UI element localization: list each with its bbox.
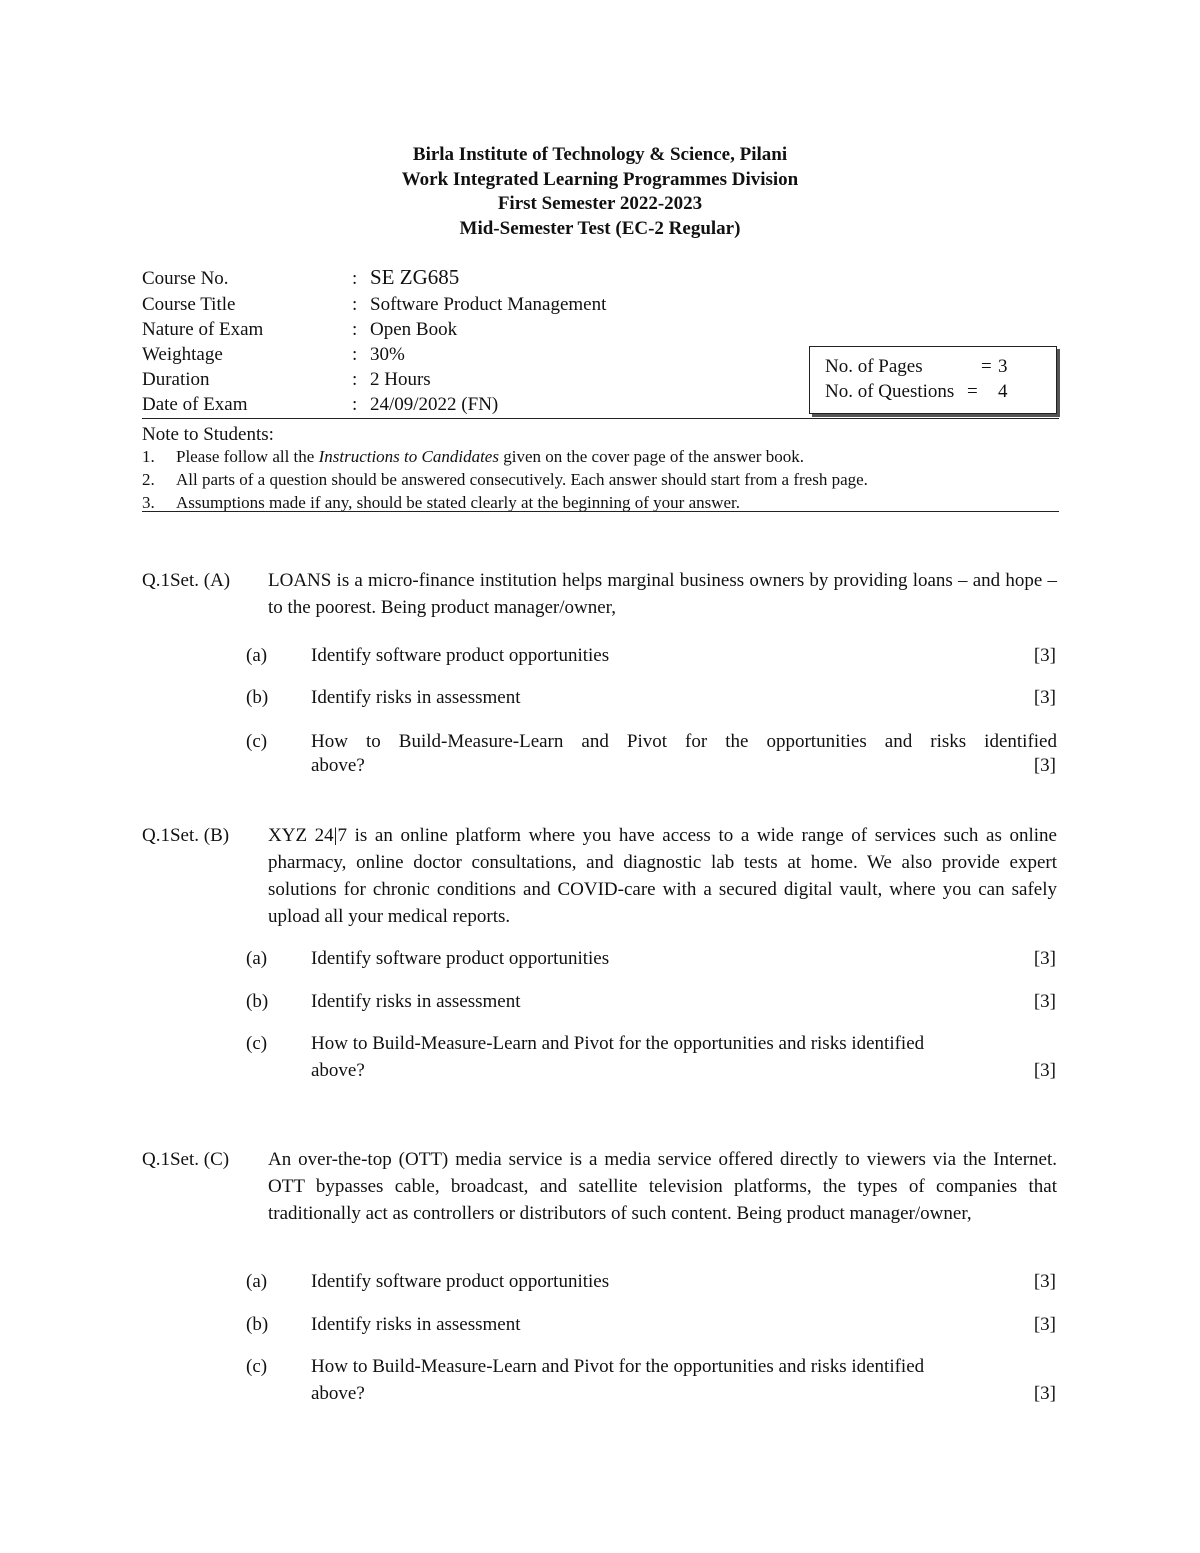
info-value: Software Product Management xyxy=(370,294,607,315)
sub-text: Identify software product opportunities xyxy=(311,645,610,666)
sub-text: Identify risks in assessment xyxy=(311,687,521,708)
pages-label: No. of Pages xyxy=(825,356,923,377)
info-colon: : xyxy=(352,268,358,289)
marks: [3] xyxy=(1033,755,1056,776)
sub-text: Identify risks in assessment xyxy=(311,991,521,1012)
questions-label: No. of Questions xyxy=(825,381,955,402)
note-text-post: given on the cover page of the answer book. xyxy=(498,447,804,466)
equals-sign: = xyxy=(967,381,978,402)
sub-text-continued: above? xyxy=(311,1383,365,1404)
info-value: 30% xyxy=(370,344,405,365)
note-text: Assumptions made if any, should be stated clearly at the beginning of your answer. xyxy=(176,493,741,512)
info-label: Duration xyxy=(142,369,210,390)
note-text-pre: Please follow all the xyxy=(176,447,319,466)
question-label: Q.1Set. (C) xyxy=(142,1149,230,1170)
pages-box xyxy=(809,346,1057,414)
marks: [3] xyxy=(1033,1314,1056,1335)
sub-text: How to Build-Measure-Learn and Pivot for the opportunities and risks identified xyxy=(311,1033,925,1054)
info-colon: : xyxy=(352,344,358,365)
note-number: 1. xyxy=(142,447,155,466)
pages-value: 3 xyxy=(998,356,1008,377)
marks: [3] xyxy=(1033,687,1056,708)
question-text: LOANS is a micro-finance institution helps marginal business owners by providing loans – and hope – to the poorest. Being product manager/owner, xyxy=(268,570,1057,618)
info-colon: : xyxy=(352,394,358,415)
info-colon: : xyxy=(352,319,358,340)
note-text-emphasis: Instructions to Candidates xyxy=(318,447,499,466)
test-title: Mid-Semester Test (EC-2 Regular) xyxy=(459,218,741,239)
note-text: All parts of a question should be answered consecutively. Each answer should start from a fresh page. xyxy=(176,470,868,489)
info-value: Open Book xyxy=(370,319,458,340)
sub-text: How to Build-Measure-Learn and Pivot for the opportunities and risks identified xyxy=(311,731,1057,752)
division-name: Work Integrated Learning Programmes Division xyxy=(401,169,799,190)
sub-text-continued: above? xyxy=(311,1060,365,1081)
marks: [3] xyxy=(1033,991,1056,1012)
info-label: Course Title xyxy=(142,294,236,315)
marks: [3] xyxy=(1033,948,1056,969)
marks: [3] xyxy=(1033,1271,1056,1292)
marks: [3] xyxy=(1033,645,1056,666)
sub-letter: (b) xyxy=(246,1314,269,1335)
info-colon: : xyxy=(352,294,358,315)
info-label: Course No. xyxy=(142,268,229,289)
sub-letter: (c) xyxy=(246,731,268,752)
institute-name: Birla Institute of Technology & Science, Pilani xyxy=(412,144,788,165)
info-value: 2 Hours xyxy=(370,369,431,390)
marks: [3] xyxy=(1033,1383,1056,1404)
divider xyxy=(142,511,1059,512)
divider xyxy=(142,418,1059,419)
info-value: SE ZG685 xyxy=(370,265,460,289)
marks: [3] xyxy=(1033,1060,1056,1081)
question-text: XYZ 24|7 is an online platform where you have access to a wide range of services such as online pharmacy, online doctor consultations, and diagnostic lab tests at home. We also provide expert solutions for chronic conditions and COVID-care with a secured digital vault, where you can safely upload all your medical reports. xyxy=(268,825,1057,927)
note-number: 2. xyxy=(142,470,155,489)
questions-value: 4 xyxy=(998,381,1008,402)
sub-text: Identify software product opportunities xyxy=(311,948,610,969)
sub-letter: (b) xyxy=(246,991,269,1012)
note-text xyxy=(176,446,804,468)
info-value: 24/09/2022 (FN) xyxy=(370,394,499,415)
sub-text-continued: above? xyxy=(311,755,365,776)
sub-letter: (a) xyxy=(246,948,268,969)
sub-text: How to Build-Measure-Learn and Pivot for the opportunities and risks identified xyxy=(311,1356,925,1377)
question-label: Q.1Set. (B) xyxy=(142,825,230,846)
info-label: Weightage xyxy=(142,344,223,365)
question-label: Q.1Set. (A) xyxy=(142,570,231,591)
info-label: Date of Exam xyxy=(142,394,248,415)
sub-letter: (a) xyxy=(246,645,268,666)
sub-letter: (a) xyxy=(246,1271,268,1292)
sub-text: Identify software product opportunities xyxy=(311,1271,610,1292)
sub-letter: (b) xyxy=(246,687,269,708)
info-label: Nature of Exam xyxy=(142,319,264,340)
info-colon: : xyxy=(352,369,358,390)
sub-letter: (c) xyxy=(246,1033,268,1054)
sub-text: Identify risks in assessment xyxy=(311,1314,521,1335)
sub-letter: (c) xyxy=(246,1356,268,1377)
question-text: An over-the-top (OTT) media service is a media service offered directly to viewers via the Internet. OTT bypasses cable, broadcast, and satellite television platforms, the types of companies that traditionally act as controllers or distributors of such content. Being product manager/owner, xyxy=(268,1149,1057,1224)
equals-sign: = xyxy=(981,356,992,377)
semester: First Semester 2022-2023 xyxy=(497,193,703,214)
notes-title: Note to Students: xyxy=(142,424,274,445)
note-number: 3. xyxy=(142,493,155,512)
